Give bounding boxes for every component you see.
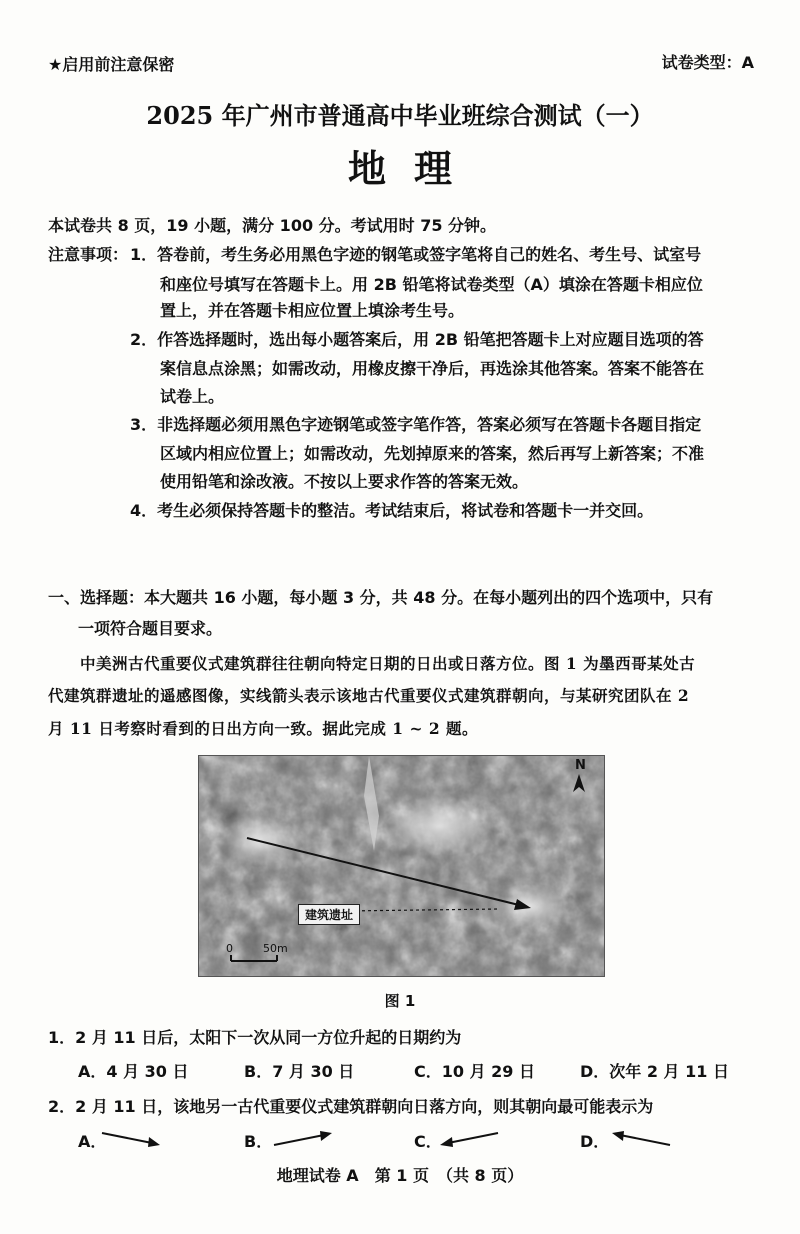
exam-title: 2025 年广州市普通高中毕业班综合测试（一）: [146, 101, 654, 130]
exam-info: 本试卷共 8 页，19 小题，满分 100 分。考试用时 75 分钟。: [48, 216, 497, 235]
note-line: 使用铅笔和涂改液。不按以上要求作答的答案无效。: [160, 472, 529, 491]
q1-option-b[interactable]: B．7 月 30 日: [244, 1062, 355, 1081]
note-line: 1．答卷前，考生务必用黑色字迹的钢笔或签字笔将自己的姓名、考生号、试室号: [130, 245, 702, 264]
subject-title: 地理: [347, 147, 480, 191]
question-2-stem: 2．2 月 11 日，该地另一古代重要仪式建筑群朝向日落方向，则其朝向最可能表示为: [48, 1097, 654, 1116]
note-line: 案信息点涂黑；如需改动，用橡皮擦干净后，再选涂其他答案。答案不能答在: [160, 359, 705, 378]
terrain-map: [199, 756, 604, 976]
remote-sensing-image: [198, 755, 605, 977]
scale-zero: 0: [226, 942, 233, 955]
section-heading: 一、选择题：本大题共 16 小题，每小题 3 分，共 48 分。在每小题列出的四个选项中，只有: [48, 588, 714, 607]
q2-option-d-arrow: [610, 1128, 672, 1150]
note-line: 置上，并在答题卡相应位置上填涂考生号。: [160, 301, 465, 320]
q2-option-c[interactable]: C．: [414, 1132, 442, 1151]
q2-option-b[interactable]: B．: [244, 1132, 273, 1151]
terrain-highlight: [489, 884, 569, 928]
notes-heading: 注意事项：: [48, 245, 129, 264]
question-1-stem: 1．2 月 11 日后，太阳下一次从同一方位升起的日期约为: [48, 1028, 462, 1047]
confidential-mark: ★启用前注意保密: [48, 55, 175, 74]
terrain-highlight: [384, 796, 494, 856]
figure-caption: 图 1: [384, 992, 416, 1010]
note-line: 3．非选择题必须用黑色字迹钢笔或签字笔作答，答案必须写在答题卡各题目指定: [130, 415, 702, 434]
note-line: 4．考生必须保持答题卡的整洁。考试结束后，将试卷和答题卡一并交回。: [130, 501, 654, 520]
site-label: 建筑遗址: [298, 904, 360, 925]
note-line: 和座位号填写在答题卡上。用 2B 铅笔将试卷类型（A）填涂在答题卡相应位: [160, 275, 703, 294]
intro-line: 中美洲古代重要仪式建筑群往往朝向特定日期的日出或日落方位。图 1 为墨西哥某处古: [80, 654, 696, 673]
q2-option-d[interactable]: D．: [580, 1132, 610, 1151]
q2-option-b-arrow: [272, 1128, 334, 1150]
note-line: 试卷上。: [160, 387, 225, 406]
q1-option-d[interactable]: D．次年 2 月 11 日: [580, 1062, 729, 1081]
q2-option-c-arrow: [438, 1128, 500, 1150]
q2-option-a[interactable]: A．: [78, 1132, 107, 1151]
note-line: 区域内相应位置上；如需改动，先划掉原来的答案，然后再写上新答案；不准: [160, 444, 705, 463]
north-label: N: [575, 758, 586, 773]
q1-option-a[interactable]: A．4 月 30 日: [78, 1062, 189, 1081]
intro-line: 月 11 日考察时看到的日出方向一致。据此完成 1 ~ 2 题。: [48, 719, 479, 738]
q2-option-a-arrow: [100, 1128, 162, 1150]
scale-value: 50m: [263, 942, 288, 955]
note-line: 2．作答选择题时，选出每小题答案后，用 2B 铅笔把答题卡上对应题目选项的答: [130, 330, 704, 349]
intro-line: 代建筑群遗址的遥感图像，实线箭头表示该地古代重要仪式建筑群朝向，与某研究团队在 2: [48, 686, 690, 705]
q1-option-c[interactable]: C．10 月 29 日: [414, 1062, 535, 1081]
paper-type: 试卷类型：A: [661, 53, 754, 72]
section-heading-cont: 一项符合题目要求。: [78, 619, 223, 638]
page-footer: 地理试卷 A 第 1 页 （共 8 页）: [276, 1166, 524, 1185]
